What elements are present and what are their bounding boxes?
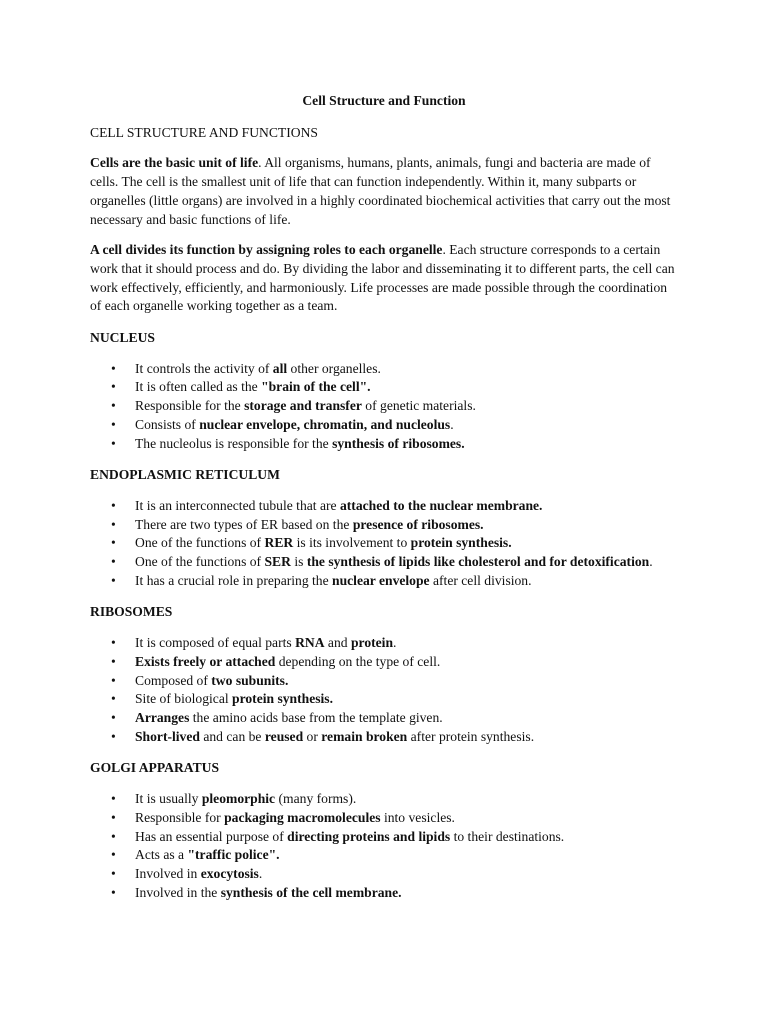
bold-text: nuclear envelope [332, 572, 430, 588]
text-run: is its involvement to [293, 535, 411, 551]
bold-text: reused [264, 728, 304, 744]
text-run: the amino acids base from the template given. [189, 709, 443, 725]
bullet-list [90, 634, 678, 746]
bold-text: exocytosis [200, 865, 259, 881]
bullet-icon: • [111, 497, 116, 513]
text-run: and can be [199, 728, 265, 744]
list-item [111, 516, 678, 535]
list-item [111, 534, 678, 553]
text-run: is [290, 554, 307, 570]
text-run: of genetic materials. [361, 398, 476, 414]
bullet-icon: • [111, 635, 116, 651]
list-item [111, 416, 678, 435]
text-run: or [303, 728, 322, 744]
bold-text: RER [264, 535, 294, 551]
bullet-list [90, 790, 678, 902]
list-item [111, 572, 678, 591]
bold-text: packaging macromolecules [224, 809, 381, 825]
text-run: One of the functions of [135, 535, 265, 551]
bold-text: all [272, 360, 288, 376]
text-run: Consists of [135, 416, 200, 432]
section-heading: GOLGI APPARATUS [90, 760, 220, 776]
bullet-icon: • [111, 379, 116, 395]
text-run: . All organisms, humans, plants, animals, fungi and bacteria are made of cells. The cell is the smallest unit of life that can function independently. Within it, many subparts or organelles (little organs) are involved in a highly coordinated biochemical activities that carry out the most necessary and basic functions of life. [90, 155, 671, 227]
text-run: . [450, 416, 454, 432]
bullet-icon: • [111, 691, 116, 707]
bullet-icon: • [111, 516, 116, 532]
text-run: after cell division. [429, 572, 532, 588]
list-item [111, 809, 678, 828]
sections-container [90, 329, 678, 902]
text-run: depending on the type of cell. [275, 653, 441, 669]
intro-paragraphs [90, 154, 678, 316]
text-run: It has a crucial role in preparing the [135, 572, 333, 588]
bullet-icon: • [111, 865, 116, 881]
bullet-icon: • [111, 709, 116, 725]
text-run: It is an interconnected tubule that are [135, 497, 340, 513]
list-item [111, 728, 678, 747]
list-item [111, 865, 678, 884]
bold-text: nuclear envelope, chromatin, and nucleolus [199, 416, 451, 432]
text-run: It is often called as the [135, 379, 262, 395]
bullet-list [90, 497, 678, 591]
section-heading: ENDOPLASMIC RETICULUM [90, 467, 280, 483]
document-body [90, 92, 678, 902]
bold-text: synthesis of the cell membrane. [220, 884, 402, 900]
bold-text: "traffic police". [187, 847, 280, 863]
bold-text: attached to the nuclear membrane. [339, 497, 543, 513]
bullet-icon: • [111, 398, 116, 414]
bold-text: two subunits. [211, 672, 289, 688]
bold-text: protein synthesis. [232, 691, 333, 707]
bullet-icon: • [111, 884, 116, 900]
bold-text: protein [350, 635, 394, 651]
text-run: to their destinations. [450, 828, 565, 844]
bullet-icon: • [111, 416, 116, 432]
text-run: Has an essential purpose of [135, 828, 288, 844]
text-run: . Each structure corresponds to a certain work that it should process and do. By dividing the labor and disseminating it to different parts, the cell can work effectively, efficiently, and harmoniously. Life processes are made possible through the coordination of each organelle working together as a team. [90, 242, 675, 314]
bullet-icon: • [111, 653, 116, 669]
bold-text: storage and transfer [244, 398, 362, 414]
bullet-icon: • [111, 809, 116, 825]
bold-text: presence of ribosomes. [352, 516, 484, 532]
list-item [111, 497, 678, 516]
list-item [111, 378, 678, 397]
list-item [111, 828, 678, 847]
list-item [111, 846, 678, 865]
bullet-icon: • [111, 554, 116, 570]
text-run: Responsible for [135, 809, 225, 825]
bullet-icon: • [111, 728, 116, 744]
document-title: Cell Structure and Function [302, 93, 466, 108]
paragraph [90, 241, 678, 316]
text-run: . [649, 554, 653, 570]
list-item [111, 553, 678, 572]
bullet-icon: • [111, 435, 116, 451]
section-heading: NUCLEUS [90, 330, 155, 346]
bold-text: A cell divides its function by assigning roles to each organelle [90, 242, 443, 258]
bullet-icon: • [111, 535, 116, 551]
text-run: Acts as a [135, 847, 188, 863]
list-item [111, 672, 678, 691]
document-subtitle: CELL STRUCTURE AND FUNCTIONS [90, 124, 318, 140]
list-item [111, 653, 678, 672]
text-run: (many forms). [275, 791, 357, 807]
text-run: One of the functions of [135, 554, 265, 570]
bold-text: the synthesis of lipids like cholesterol and for detoxification [306, 554, 650, 570]
text-run: The nucleolus is responsible for the [135, 435, 333, 451]
bold-text: Short-lived [135, 728, 200, 744]
text-run: after protein synthesis. [407, 728, 535, 744]
bullet-icon: • [111, 828, 116, 844]
list-item [111, 690, 678, 709]
text-run: Involved in [135, 865, 201, 881]
bullet-icon: • [111, 360, 116, 376]
bold-text: Cells are the basic unit of life [90, 155, 259, 171]
text-run: . [393, 635, 397, 651]
bold-text: "brain of the cell". [261, 379, 371, 395]
list-item [111, 397, 678, 416]
text-run: other organelles. [287, 360, 381, 376]
text-run: There are two types of ER based on the [135, 516, 353, 532]
bold-text: Arranges [135, 709, 190, 725]
list-item [111, 790, 678, 809]
text-run: into vesicles. [380, 809, 455, 825]
bold-text: RNA [295, 635, 325, 651]
bullet-icon: • [111, 847, 116, 863]
text-run: Site of biological [135, 691, 233, 707]
bold-text: synthesis of ribosomes. [332, 435, 465, 451]
bullet-icon: • [111, 791, 116, 807]
bold-text: remain broken [321, 728, 408, 744]
bold-text: pleomorphic [201, 791, 276, 807]
bold-text: SER [264, 554, 291, 570]
bullet-icon: • [111, 672, 116, 688]
text-run: Responsible for the [135, 398, 245, 414]
bold-text: directing proteins and lipids [287, 828, 451, 844]
list-item [111, 435, 678, 454]
text-run: It is composed of equal parts [135, 635, 296, 651]
bullet-icon: • [111, 572, 116, 588]
text-run: Composed of [135, 672, 212, 688]
section-heading: RIBOSOMES [90, 604, 173, 620]
list-item [111, 709, 678, 728]
bold-text: Exists freely or attached [135, 653, 276, 669]
bullet-list [90, 360, 678, 454]
bold-text: protein synthesis. [410, 535, 512, 551]
text-run: It controls the activity of [135, 360, 273, 376]
paragraph [90, 154, 678, 229]
list-item [111, 360, 678, 379]
text-run: and [324, 635, 351, 651]
text-run: . [258, 865, 263, 881]
text-run: It is usually [135, 791, 202, 807]
list-item [111, 634, 678, 653]
list-item [111, 884, 678, 903]
text-run: Involved in the [135, 884, 221, 900]
